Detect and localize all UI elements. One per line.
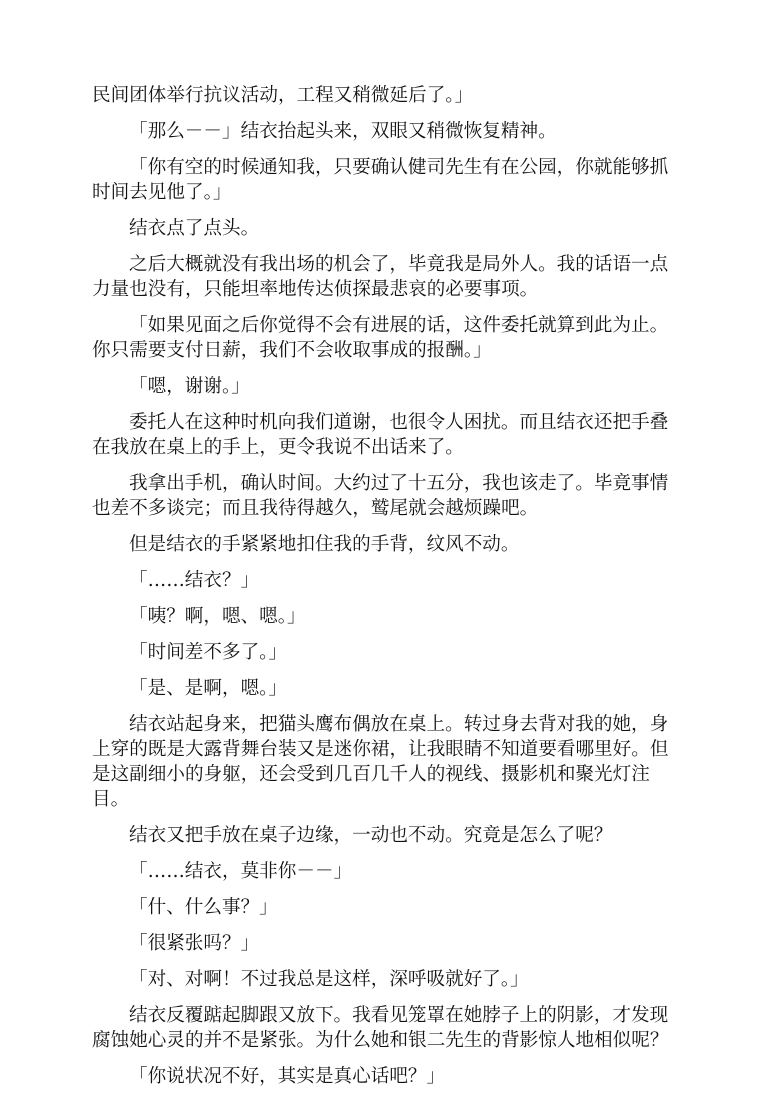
- paragraph: 但是结衣的手紧紧地扣住我的手背，纹风不动。: [129, 534, 520, 555]
- paragraph: 「那么－－」结衣抬起头来，双眼又稍微恢复精神。: [129, 121, 557, 142]
- paragraph: 「咦？啊，嗯、嗯。」: [129, 606, 306, 627]
- paragraph: 「你有空的时候通知我，只要确认健司先生有在公园，你就能够抓时间去见他了。」: [92, 157, 669, 203]
- paragraph: 「什、什么事？」: [129, 897, 278, 918]
- paragraph: 结衣反覆踮起脚跟又放下。我看见笼罩在她脖子上的阴影，才发现腐蚀她心灵的并不是紧张。为什么她和银二先生的背影惊人地相似呢？: [92, 1005, 669, 1051]
- paragraph: 「嗯，谢谢。」: [129, 376, 250, 397]
- paragraph: 「……结衣，莫非你－－」: [129, 861, 353, 882]
- paragraph: 「如果见面之后你觉得不会有进展的话，这件委托就算到此为止。你只需要支付日薪，我们不会收取事成的报酬。」: [92, 315, 669, 361]
- paragraph: 之后大概就没有我出场的机会了，毕竟我是局外人。我的话语一点力量也没有，只能坦率地传达侦探最悲哀的必要事项。: [92, 254, 669, 300]
- paragraph: 「对、对啊！不过我总是这样，深呼吸就好了。」: [129, 969, 529, 990]
- paragraph: 「你说状况不好，其实是真心话吧？」: [129, 1066, 446, 1087]
- paragraph: 我拿出手机，确认时间。大约过了十五分，我也该走了。毕竟事情也差不多谈完；而且我待得越久，鹫尾就会越烦躁吧。: [92, 473, 669, 519]
- document-page: [92, 83, 676, 1100]
- paragraph: 「……结衣？」: [129, 570, 260, 591]
- paragraph: 民间团体举行抗议活动，工程又稍微延后了。」: [92, 85, 474, 106]
- paragraph: 「很紧张吗？」: [129, 933, 260, 954]
- paragraph: 结衣又把手放在桌子边缘，一动也不动。究竟是怎么了呢？: [129, 825, 613, 846]
- paragraph: 委托人在这种时机向我们道谢，也很令人困扰。而且结衣还把手叠在我放在桌上的手上，更令我说不出话来了。: [92, 412, 669, 458]
- paragraph: 结衣点了点头。: [129, 218, 260, 239]
- paragraph: 结衣站起身来，把猫头鹰布偶放在桌上。转过身去背对我的她，身上穿的既是大露背舞台装又是迷你裙，让我眼睛不知道要看哪里好。但是这副细小的身躯，还会受到几百几千人的视线、摄影机和聚光灯注目。: [92, 714, 669, 810]
- paragraph: 「时间差不多了。」: [129, 642, 288, 663]
- paragraph: 「是、是啊，嗯。」: [129, 678, 288, 699]
